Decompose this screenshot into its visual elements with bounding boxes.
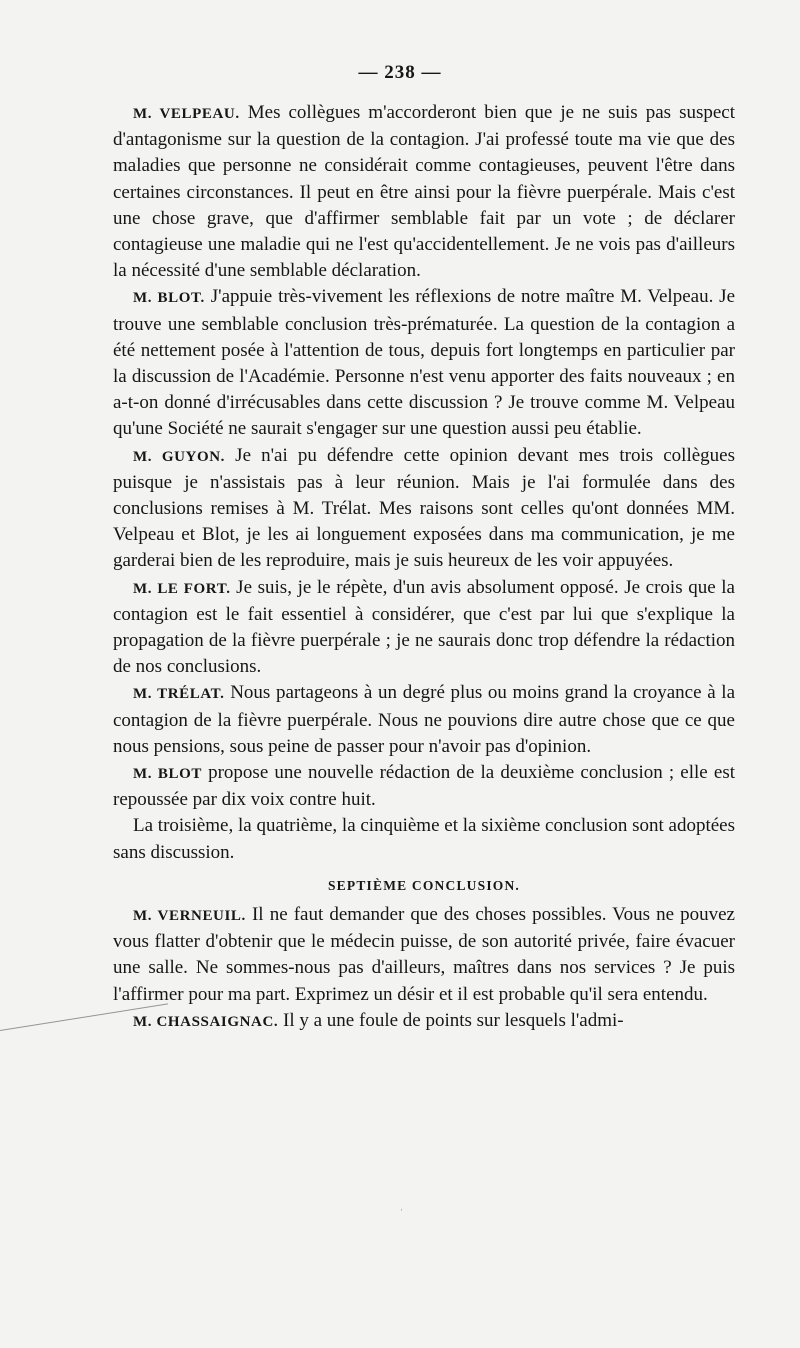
paragraph-text: propose une nouvelle rédaction de la deuxième conclusion ; elle est repoussée par dix voix contre huit. [113,762,735,811]
paragraph-text: Nous partageons à un degré plus ou moins grand la croyance à la contagion de la fièvre puerpérale. Nous ne pouvions dire autre chose que ce que nous pensions, sous peine de passer pour n'avoir pas d'opinion. [113,682,735,757]
paragraph-guyon [113,443,735,575]
speaker-name: M. BLOT [133,766,202,783]
paragraph-velpeau [113,100,735,284]
text-body [113,100,735,1035]
section-heading: SEPTIÈME CONCLUSION. [327,877,521,893]
paragraph-text: Mes collègues m'accorderont bien que je ne suis pas suspect d'antagonisme sur la question de la contagion. J'ai professé toute ma vie que des maladies que personne ne considérait comme contagieuses, peuvent l'être dans certaines circonstances. Il peut en être ainsi pour la fièvre puerpérale. Mais c'est une chose grave, que d'affirmer semblable fait par un vote ; de déclarer contagieuse une maladie qui ne l'est qu'accidentellement. Je ne vois pas d'ailleurs la nécessité d'une semblable déclaration. [113,102,736,282]
paragraph-text: Je n'ai pu défendre cette opinion devant mes trois collègues puisque je n'assistais pas à leur réunion. Mais je l'ai formulée dans des conclusions remises à M. Trélat. Mes raisons sont celles qu'ont données MM. Velpeau et Blot, je les ai longuement exposées dans ma communication, je me garderai bien de les reproduire, mais je suis heureux de les voir appuyées. [113,444,735,572]
paragraph-chassaignac [113,1008,735,1035]
paragraph-text: J'appuie très-vivement les réflexions de notre maître M. Velpeau. Je trouve une semblable conclusion très-prématurée. La question de la contagion a été nettement posée à l'attention de tous, depuis fort longtemps en particulier par la discussion de l'Académie. Personne n'est venu apporter des faits nouveaux ; en a-t-on donné d'irrécusables dans cette discussion ? Je trouve comme M. Velpeau qu'une Société ne saurait s'engager sur une question aussi peu établie. [113,286,736,440]
paragraph-verneuil [113,902,735,1008]
paragraph-text: Il ne faut demander que des choses possibles. Vous ne pouvez vous flatter d'obtenir que le médecin puisse, de son autorité privée, faire évacuer une salle. Ne sommes-nous pas d'ailleurs, maîtres dans nos services ? Je puis l'affirmer pour ma part. Exprimez un désir et il est probable qu'il sera entendu. [113,903,735,1005]
speaker-name: M. VERNEUIL. [133,907,246,924]
page-number: — 238 — [358,62,442,83]
speaker-name: M. VELPEAU. [133,106,240,122]
speaker-name: M. GUYON. [133,448,226,465]
speaker-name: M. CHASSAIGNAC. [133,1013,279,1030]
paragraph-text: Je suis, je le répète, d'un avis absolument opposé. Je crois que la contagion est le fait essentiel à considérer, que c'est par lui que s'explique la propagation de la fièvre puerpérale ; je ne saurais donc trop défendre la rédaction de nos conclusions. [113,576,735,678]
paragraph-text: Il y a une foule de points sur lesquels l'admi- [283,1009,624,1031]
speaker-name: M. BLOT. [133,290,205,307]
paragraph-le-fort [113,575,735,681]
paragraph-text: La troisième, la quatrième, la cinquième et la sixième conclusion sont adoptées sans discussion. [113,815,735,863]
ink-speck: ˌ [400,1200,404,1211]
paragraph-blot-proposal [113,760,735,813]
paragraph-blot [113,284,735,442]
speaker-name: M. LE FORT. [133,580,231,597]
paragraph-adopted-conclusions [113,813,735,865]
paragraph-trelat [113,680,735,760]
speaker-name: M. TRÉLAT. [133,686,225,703]
